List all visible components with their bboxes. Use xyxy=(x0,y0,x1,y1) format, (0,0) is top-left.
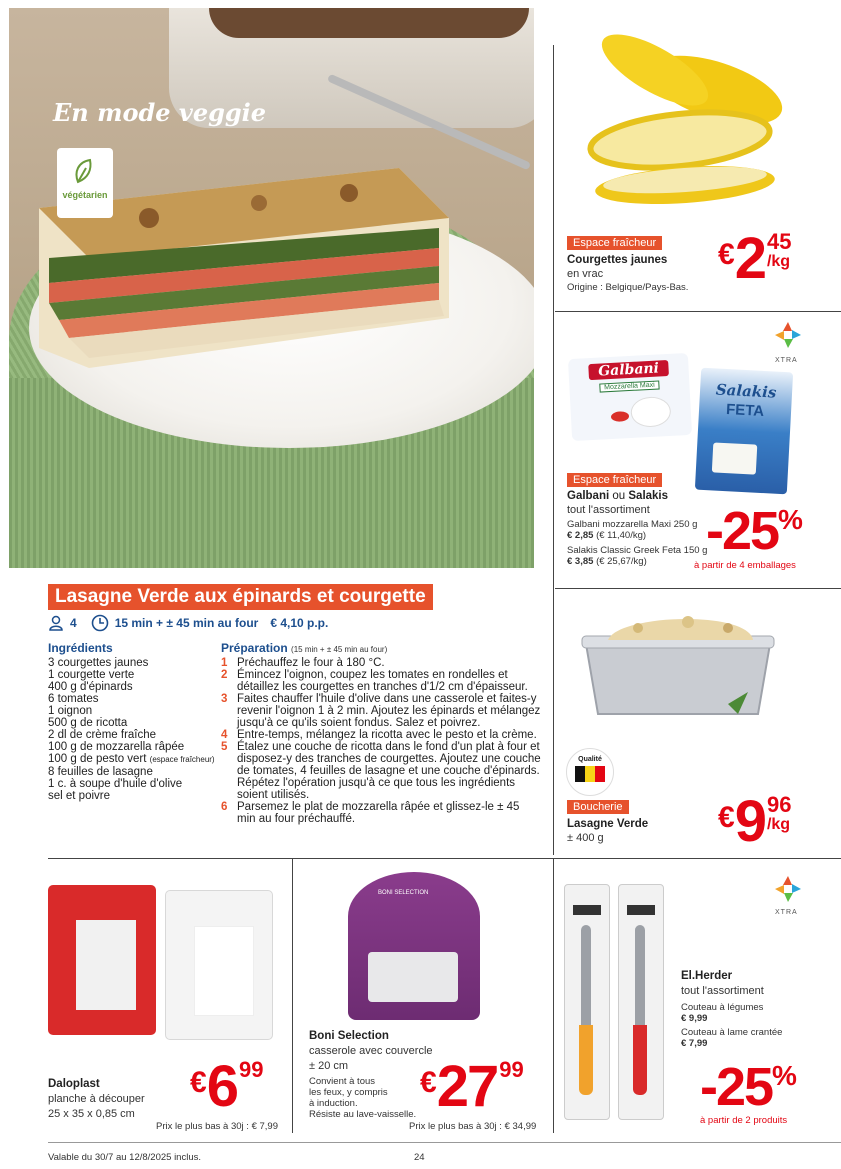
ingredient-text: 100 g de pesto vert xyxy=(48,753,147,765)
step-number: 1 xyxy=(221,657,228,669)
discount-condition: à partir de 2 produits xyxy=(700,1115,788,1126)
price-currency: € xyxy=(420,1066,435,1099)
price-unit: /kg xyxy=(766,253,791,270)
price xyxy=(420,1054,524,1119)
validity-note: Valable du 30/7 au 12/8/2025 inclus. xyxy=(48,1152,201,1163)
vegetarian-label: végétarien xyxy=(62,190,108,200)
line-price xyxy=(681,1038,707,1049)
product-name: Daloplast xyxy=(48,1078,100,1090)
price xyxy=(718,226,792,291)
galbani-brand: Galbani xyxy=(588,360,669,380)
casserole-box xyxy=(348,872,480,1020)
price-decimal: 99 xyxy=(499,1057,524,1082)
product-desc: tout l'assortiment xyxy=(567,504,650,516)
hero-photo xyxy=(9,8,534,568)
preparation-time: (15 min + ± 45 min au four) xyxy=(291,645,388,654)
column-divider xyxy=(553,45,554,855)
ingredient-item: 3 courgettes jaunes xyxy=(48,657,149,669)
price-integer: 2 xyxy=(734,226,765,291)
ingredient-item: 1 courgette verte xyxy=(48,669,135,681)
step-text: Faites chauffer l'huile d'olive dans une casserole et faites-y revenir l'oignon 1 à 2 min. Ajoutez les épinards et mélangez jusqu'à ce qu'ils soient fondus. Salez et poivrez. xyxy=(237,693,541,729)
line-price: € 2,85 xyxy=(567,530,594,541)
knife-package xyxy=(618,884,664,1120)
salakis-brand: Salakis xyxy=(715,380,777,402)
preparation-heading xyxy=(221,641,387,655)
brand-galbani: Galbani xyxy=(567,490,610,502)
knife-handle-red xyxy=(633,1025,647,1095)
price-decimal-group xyxy=(238,1057,264,1082)
step-text: Parsemez le plat de mozzarella râpée et glissez-le ± 45 min au four préchauffé. xyxy=(237,801,520,825)
casserole-image xyxy=(368,952,458,1002)
step-number: 6 xyxy=(221,801,228,813)
product-name: Lasagne Verde xyxy=(567,818,649,830)
step-item xyxy=(221,669,541,693)
salakis-package xyxy=(695,368,793,495)
package-label xyxy=(573,905,601,915)
product-dims: 25 x 35 x 0,85 cm xyxy=(48,1108,135,1120)
price-decimal: 99 xyxy=(238,1057,264,1082)
price-decimal: 96 xyxy=(766,792,792,817)
galbani-product: Mozzarella Maxi xyxy=(599,380,659,392)
lowest-price-30d: Prix le plus bas à 30j : € 34,99 xyxy=(409,1121,537,1132)
price xyxy=(190,1054,264,1119)
ingredient-item: 100 g de mozzarella râpée xyxy=(48,741,185,753)
price-integer: 9 xyxy=(734,789,765,854)
discount-value: -25 xyxy=(706,501,779,561)
hero-title: En mode veggie xyxy=(53,98,267,127)
feature-line: les feux, y compris xyxy=(309,1087,388,1098)
step-number: 4 xyxy=(221,729,228,741)
ingredient-item: 500 g de ricotta xyxy=(48,717,128,729)
knife-handle-orange xyxy=(579,1025,593,1095)
product-size: ± 20 cm xyxy=(309,1060,349,1072)
category-tag: Espace fraîcheur xyxy=(567,473,662,487)
product-line: Couteau à lame crantée xyxy=(681,1027,783,1038)
ingredient-item: 8 feuilles de lasagne xyxy=(48,766,153,778)
preparation-steps xyxy=(221,657,541,825)
red-cutting-board xyxy=(48,885,156,1035)
row-divider xyxy=(555,311,841,312)
step-text: Étalez une couche de ricotta dans le fond d'un plat à four et disposez-y des tranches de courgettes. Ajoutez une couche de tomates, 4 feuilles de lasagne et une couche d'épinards. Répétez l'opération jusqu'à ce que tous les ingrédients soient utilisés. xyxy=(237,741,541,801)
knife-blade xyxy=(635,925,645,1025)
product-line-price xyxy=(567,556,647,567)
price-decimal-group xyxy=(499,1057,524,1082)
knife-package xyxy=(564,884,610,1120)
price-decimal: 45 xyxy=(766,229,792,254)
discount-percent: % xyxy=(778,504,803,535)
step-item xyxy=(221,693,541,729)
ingredients-heading: Ingrédients xyxy=(48,641,113,655)
line-price: € 3,85 xyxy=(567,556,594,567)
column-divider xyxy=(553,858,554,1133)
quality-label: Qualité xyxy=(578,756,602,763)
step-text: Émincez l'oignon, coupez les tomates en rondelles et détaillez les courgettes en tranches d'1/2 cm d'épaisseur. xyxy=(237,669,528,693)
line-price-value: € 9,99 xyxy=(681,1013,708,1024)
step-number: 3 xyxy=(221,693,228,705)
brand-separator: ou xyxy=(609,490,629,502)
ingredients-list xyxy=(48,657,215,802)
discount xyxy=(706,501,803,561)
step-number: 2 xyxy=(221,669,228,681)
flag-yellow xyxy=(585,766,595,782)
price-decimal-group xyxy=(766,229,792,272)
pesto-note: (espace fraîcheur) xyxy=(149,755,215,764)
product-line: Galbani mozzarella Maxi 250 g xyxy=(567,519,698,530)
servings-count: 4 xyxy=(70,616,77,630)
ingredient-item xyxy=(48,753,215,766)
vegetarian-badge xyxy=(57,148,113,218)
step-item xyxy=(221,741,541,801)
preparation-label: Préparation xyxy=(221,641,288,655)
xtra-logo-icon xyxy=(773,874,803,904)
column-divider xyxy=(292,858,293,1133)
product-name: Boni Selection xyxy=(309,1030,389,1042)
price xyxy=(718,789,792,854)
yellow-zucchini-photo xyxy=(585,30,795,210)
step-item xyxy=(221,729,541,741)
line-price-value: € 7,99 xyxy=(681,1038,708,1049)
price-unit: /kg xyxy=(766,816,791,833)
discount-value: -25 xyxy=(700,1057,773,1117)
ingredient-item: 6 tomates xyxy=(48,693,99,705)
ingredient-item: 1 c. à soupe d'huile d'olive xyxy=(48,778,183,790)
footer-divider xyxy=(48,1142,841,1143)
mozzarella-ball xyxy=(630,396,672,428)
product-desc: planche à découper xyxy=(48,1093,145,1105)
box-brand: BONI SELECTION xyxy=(378,890,429,896)
line-unit-price: (€ 11,40/kg) xyxy=(596,530,647,541)
knife-blade xyxy=(581,925,591,1025)
line-unit-price: (€ 25,67/kg) xyxy=(596,556,647,567)
feature-line: à induction. xyxy=(309,1098,358,1109)
feature-line: Résiste au lave-vaisselle. xyxy=(309,1109,417,1120)
baking-dish-food xyxy=(209,8,529,38)
product-name xyxy=(567,490,668,502)
product-name: Courgettes jaunes xyxy=(567,254,668,266)
flag-red xyxy=(595,766,605,782)
price-decimal-group xyxy=(766,792,792,835)
board-label xyxy=(194,926,254,1016)
discount-percent: % xyxy=(772,1060,797,1091)
step-text: Entre-temps, mélangez la ricotta avec le pesto et la crème. xyxy=(237,729,537,741)
step-item xyxy=(221,801,541,825)
recipe-time: 15 min + ± 45 min au four xyxy=(114,616,259,630)
row-divider xyxy=(48,858,841,859)
category-tag: Espace fraîcheur xyxy=(567,236,662,250)
ingredient-item: sel et poivre xyxy=(48,790,111,802)
price-integer: 6 xyxy=(206,1054,237,1119)
galbani-package xyxy=(568,353,692,441)
leaf-icon xyxy=(70,156,100,186)
tomato-slice xyxy=(611,411,629,422)
discount xyxy=(700,1057,797,1117)
ingredient-item: 2 dl de crème fraîche xyxy=(48,729,157,741)
ingredient-item: 1 oignon xyxy=(48,705,93,717)
page-number: 24 xyxy=(414,1152,425,1163)
category-tag: Boucherie xyxy=(567,800,629,814)
feature-line: Convient à tous xyxy=(309,1076,376,1087)
belgian-flag xyxy=(575,766,605,782)
row-divider xyxy=(555,588,841,589)
lowest-price-30d: Prix le plus bas à 30j : € 7,99 xyxy=(156,1121,278,1132)
price-currency: € xyxy=(718,801,733,834)
lasagne-tray-photo xyxy=(578,604,778,744)
xtra-label: XTRA xyxy=(775,357,798,364)
step-item xyxy=(221,657,541,669)
xtra-logo-icon xyxy=(773,320,803,350)
step-number: 5 xyxy=(221,741,228,753)
product-line: Couteau à légumes xyxy=(681,1002,764,1013)
servings-icon xyxy=(48,615,64,631)
product-line: Salakis Classic Greek Feta 150 g xyxy=(567,545,708,556)
xtra-label: XTRA xyxy=(775,909,798,916)
product-origin: Origine : Belgique/Pays-Bas. xyxy=(567,282,689,293)
feta-block xyxy=(712,442,758,474)
product-line-price xyxy=(567,530,646,541)
product-desc: tout l'assortiment xyxy=(681,985,764,997)
product-name: El.Herder xyxy=(681,970,733,982)
price-currency: € xyxy=(718,238,733,271)
board-label xyxy=(76,920,136,1010)
clock-icon xyxy=(91,614,109,632)
feta-label: FETA xyxy=(725,401,765,421)
step-text: Préchauffez le four à 180 °C. xyxy=(237,657,385,669)
price-currency: € xyxy=(190,1066,205,1099)
recipe-meta xyxy=(48,614,328,632)
product-desc: casserole avec couvercle xyxy=(309,1045,433,1057)
brand-salakis: Salakis xyxy=(628,490,669,502)
white-cutting-board xyxy=(165,890,273,1040)
price-integer: 27 xyxy=(436,1054,498,1119)
line-price xyxy=(681,1013,707,1024)
recipe-title: Lasagne Verde aux épinards et courgette xyxy=(48,584,433,610)
product-weight: ± 400 g xyxy=(567,832,604,844)
flag-black xyxy=(575,766,585,782)
recipe-cost: € 4,10 p.p. xyxy=(270,616,329,630)
quality-badge xyxy=(566,748,614,796)
package-label xyxy=(627,905,655,915)
product-desc: en vrac xyxy=(567,268,604,280)
ingredient-item: 400 g d'épinards xyxy=(48,681,133,693)
discount-condition: à partir de 4 emballages xyxy=(694,560,796,571)
